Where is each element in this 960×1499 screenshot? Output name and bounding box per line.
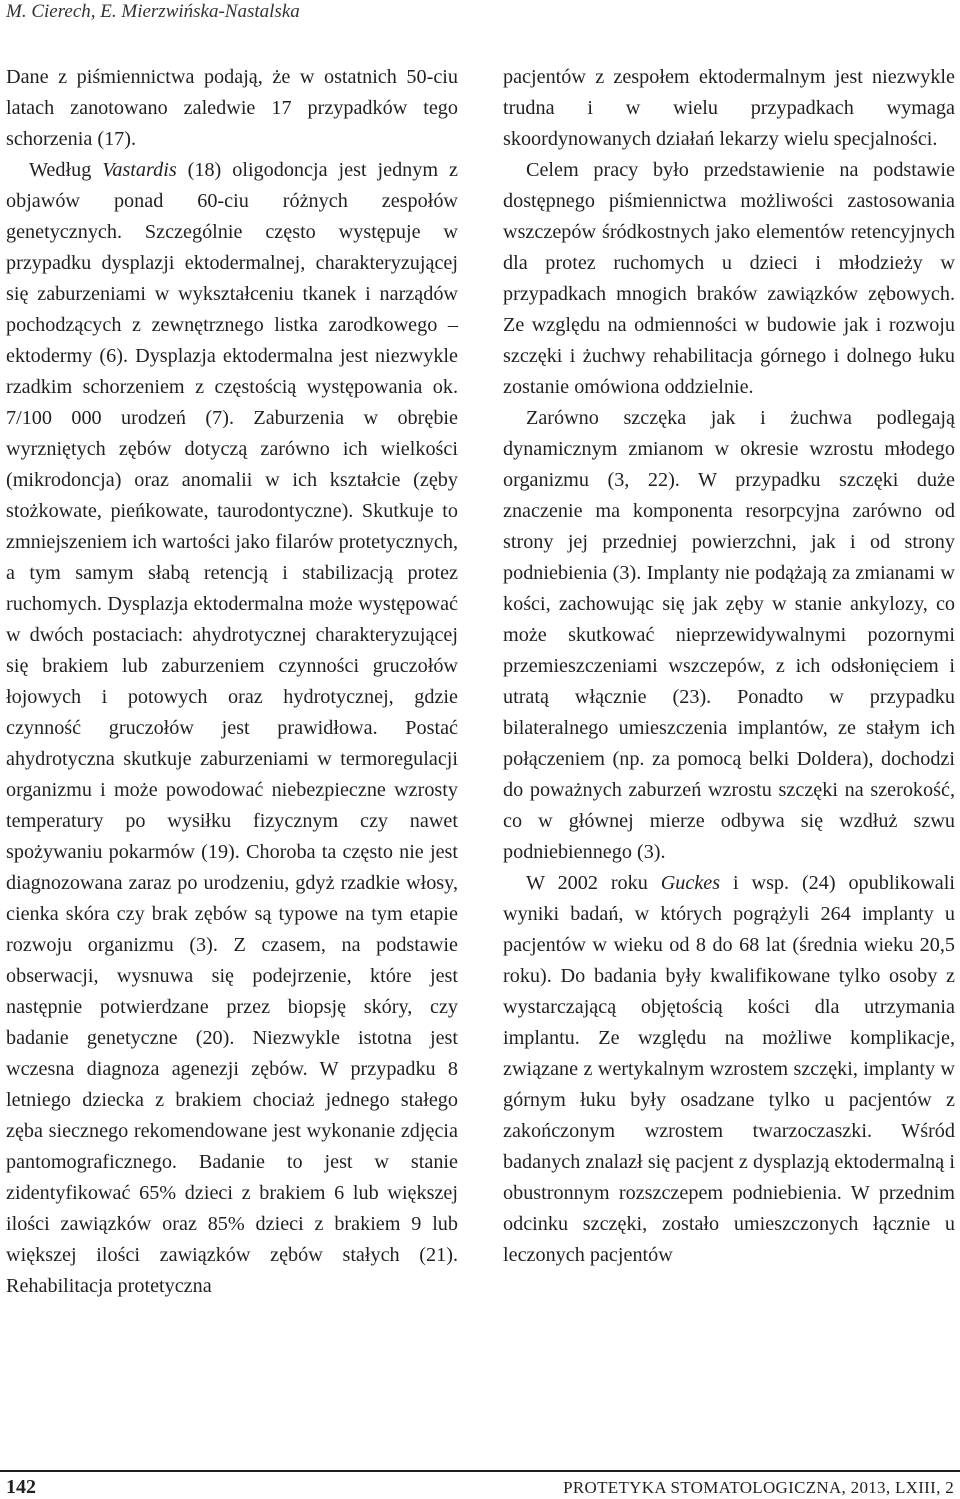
- right-column: [503, 62, 955, 1271]
- paragraph-text: Według: [29, 159, 103, 181]
- journal-title: PROTETYKA STOMATOLOGICZNA, 2013, LXIII, 2: [563, 1478, 954, 1497]
- paragraph: Dane z piśmiennictwa podają, że w ostatnich 50-ciu latach zanotowano zaledwie 17 przypadków tego schorzenia (17).: [6, 66, 458, 150]
- paragraph: [503, 868, 955, 1271]
- left-column: [6, 62, 458, 1302]
- paragraph-text: i wsp. (24) opublikowali wyniki badań, w których pogrążyli 264 implanty u pacjentów w wieku od 8 do 68 lat (średnia wieku 20,5 roku). Do badania były kwalifikowane tylko osoby z wystarczającą objętością kości dla utrzymania implantu. Ze względu na możliwe komplikacje, związane z wertykalnym wzrostem szczęki, implanty w górnym łuku były osadzane tylko u pacjentów z zakończonym wzrostem twarzoczaszki. Wśród badanych znalazł się pacjent z dysplazją ektodermalną i obustronnym rozszczepem podniebienia. W przednim odcinku szczęki, zostało umieszczonych łącznie u leczonych pacjentów: [503, 872, 955, 1266]
- running-head-authors: M. Cierech, E. Mierzwińska-Nastalska: [6, 1, 300, 22]
- paragraph: pacjentów z zespołem ektodermalnym jest niezwykle trudna i w wielu przypadkach wymaga skoordynowanych działań lekarzy wielu specjalności.: [503, 66, 955, 150]
- cited-author: Vastardis: [102, 159, 177, 181]
- footer-rule: [0, 1470, 960, 1472]
- cited-author: Guckes: [660, 872, 721, 894]
- paragraph: Celem pracy było przedstawienie na podstawie dostępnego piśmiennictwa możliwości zastosowania wszczepów śródkostnych jako elementów retencyjnych dla protez ruchomych u dzieci i młodzieży w przypadkach mnogich braków zawiązków zębowych. Ze względu na odmienności w budowie jak i rozwoju szczęki i żuchwy rehabilitacja górnego i dolnego łuku zostanie omówiona oddzielnie.: [503, 159, 955, 398]
- paragraph: [6, 155, 458, 1302]
- paragraph: Zarówno szczęka jak i żuchwa podlegają dynamicznym zmianom w okresie wzrostu młodego organizmu (3, 22). W przypadku szczęki duże znaczenie ma komponenta resorpcyjna zarówno od strony jej przedniej powierzchni, jak i od strony podniebienia (3). Implanty nie podążają za zmianami w kości, zachowując się jak zęby w stanie ankylozy, co może skutkować nieprzewidywalnymi pozornymi przemieszczeniami wszczepów, z ich odsłonięciem i utratą włącznie (23). Ponadto w przypadku bilateralnego umieszczenia implantów, ze stałym ich połączeniem (np. za pomocą belki Doldera), dochodzi do poważnych zaburzeń wzrostu szczęki na szerokość, co w głównej mierze odbywa się wzdłuż szwu podniebiennego (3).: [503, 407, 955, 863]
- paragraph-text: (18) oligodoncja jest jednym z objawów ponad 60-ciu różnych zespołów genetycznych. Szczególnie często występuje w przypadku dysplazji ektodermalnej, charakteryzującej się zaburzeniami w wykształceniu tkanek i narządów pochodzących z zewnętrznego listka zarodkowego – ektodermy (6). Dysplazja ektodermalna jest niezwykle rzadkim schorzeniem z częstością występowania ok. 7/100 000 urodzeń (7). Zaburzenia w obrębie wyrzniętych zębów dotyczą zarówno ich wielkości (mikrodoncja) oraz anomalii w ich kształcie (zęby stożkowate, pieńkowate, taurodontyczne). Skutkuje to zmniejszeniem ich wartości jako filarów protetycznych, a tym samym słabą retencją i stabilizacją protez ruchomych. Dysplazja ektodermalna może występować w dwóch postaciach: ahydrotycznej charakteryzującej się brakiem lub zaburzeniem czynności gruczołów łojowych i potowych oraz hydrotycznej, gdzie czynność gruczołów jest prawidłowa. Postać ahydrotyczna skutkuje zaburzeniami w termoregulacji organizmu i może powodować niebezpieczne wzrosty temperatury po wysiłku fizycznym czy nawet spożywaniu pokarmów (19). Choroba ta często nie jest diagnozowana zaraz po urodzeniu, gdyż rzadkie włosy, cienka skóra czy brak zębów są typowe na tym etapie rozwoju organizmu (3). Z czasem, na podstawie obserwacji, wysnuwa się podejrzenie, które jest następnie potwierdzane przez biopsję skóry, czy badanie genetyczne (20). Niezwykle istotna jest wczesna diagnoza agenezji zębów. W przypadku 8 letniego dziecka z brakiem chociaż jednego stałego zęba siecznego rekomendowane jest wykonanie zdjęcia pantomograficznego. Badanie to jest w stanie zidentyfikować 65% dzieci z brakiem 6 lub większej ilości zawiązków oraz 85% dzieci z brakiem 9 lub większej ilości zawiązków zębów stałych (21). Rehabilitacja protetyczna: [6, 159, 458, 1297]
- paragraph-text: W 2002 roku: [526, 872, 661, 894]
- page-number: 142: [6, 1476, 36, 1498]
